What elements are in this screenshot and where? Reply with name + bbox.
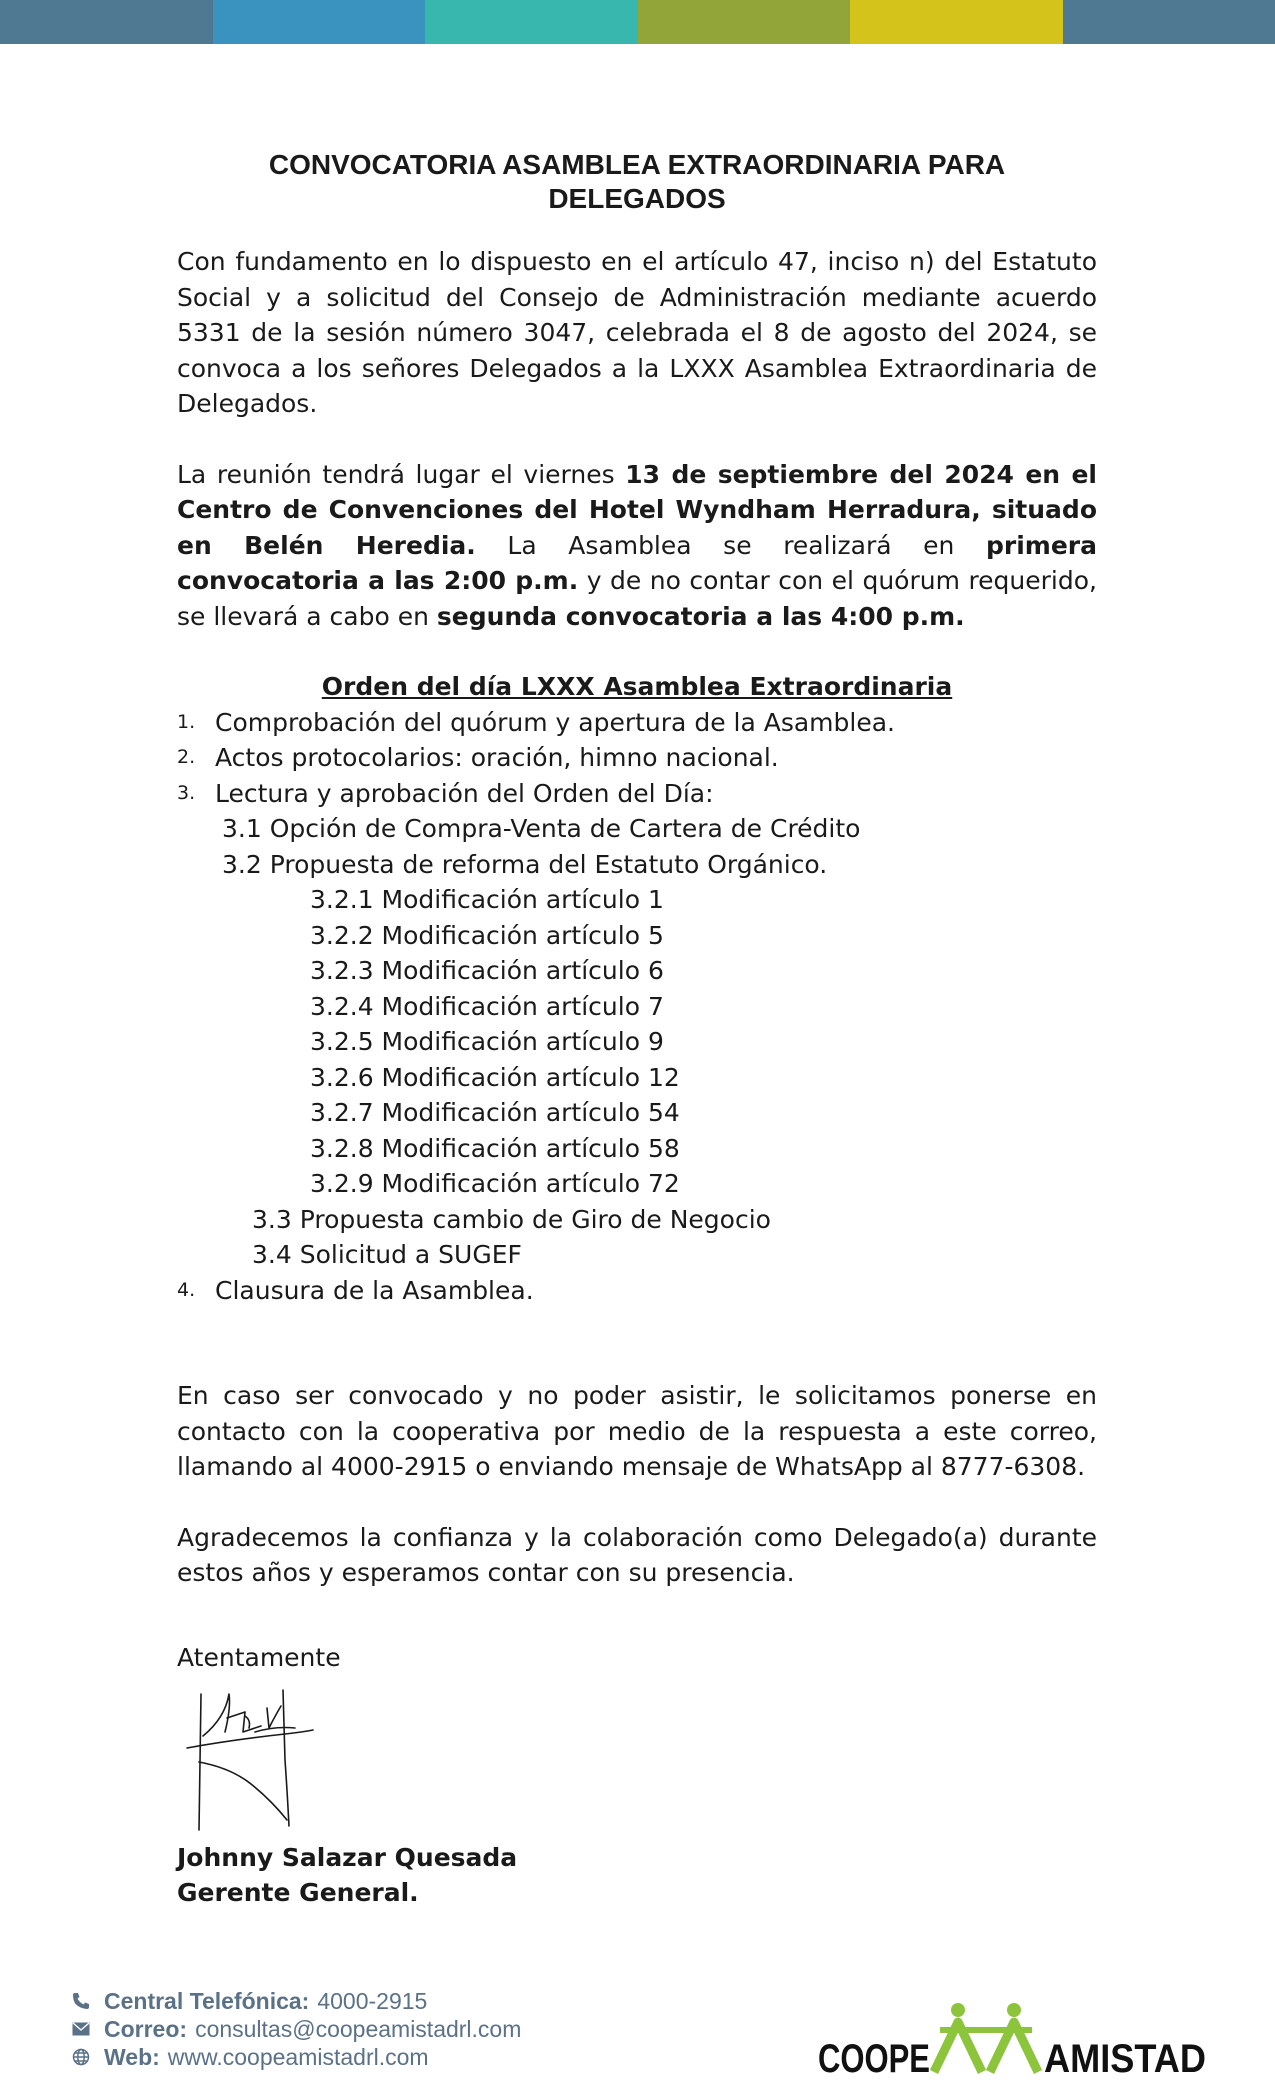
footer-web-row — [70, 2043, 521, 2071]
footer-phone-row — [70, 1987, 521, 2015]
globe-icon — [70, 2046, 92, 2068]
web-label: Web: — [104, 2044, 160, 2070]
agenda-item — [177, 1273, 1097, 1309]
agenda-subsubitem: 3.2.3 Modificación artículo 6 — [310, 956, 664, 985]
agenda-item-number: 1. — [177, 710, 196, 733]
color-segment — [638, 0, 851, 44]
color-segment — [425, 0, 638, 44]
agenda-subsubitem: 3.2.8 Modificación artículo 58 — [310, 1133, 680, 1163]
email-label: Correo: — [104, 2016, 188, 2042]
agenda-item-text: Comprobación del quórum y apertura de la Asamblea. — [215, 707, 895, 737]
agenda-item-text: Lectura y aprobación del Orden del Día: — [215, 778, 714, 808]
agenda-title: Orden del día LXXX Asamblea Extraordinaria — [321, 672, 953, 701]
logo-figures-icon — [934, 2003, 1038, 2072]
agenda-item-number: 2. — [177, 746, 196, 768]
closing-text: Atentamente — [177, 1643, 341, 1672]
logo-text-amistad: AMISTAD — [1044, 2037, 1206, 2078]
phone-icon — [70, 1990, 92, 2012]
phone-number[interactable]: 4000-2915 — [317, 1988, 428, 2014]
agenda-item — [177, 776, 1097, 812]
agenda-subsubitem: 3.2.6 Modificación artículo 12 — [310, 1062, 680, 1092]
agenda-subsubitem: 3.2.4 Modificación artículo 7 — [310, 991, 664, 1021]
footer-contact — [70, 1987, 521, 2071]
meeting-text-2: La Asamblea se realizará en — [475, 530, 986, 560]
agenda-subsubitem: 3.2.1 Modificación artículo 1 — [310, 885, 664, 914]
coopeamistad-logo — [818, 1998, 1208, 2078]
agenda-subitem: 3.3 Propuesta cambio de Giro de Negocio — [252, 1204, 771, 1234]
agenda-subsubitem: 3.2.7 Modificación artículo 54 — [310, 1098, 680, 1127]
contact-paragraph: En caso ser convocado y no poder asistir, le solicitamos ponerse en contacto con la cooperativa por medio de la respuesta a este correo, llamando al 4000-2915 o enviando mensaje de WhatsApp al 8777-6308. — [177, 1381, 1097, 1481]
web-address[interactable]: www.coopeamistadrl.com — [167, 2044, 429, 2070]
agenda-item-number: 4. — [177, 1278, 196, 1301]
agenda-item — [177, 705, 1097, 741]
second-call-time: segunda convocatoria a las 4:00 p.m. — [436, 601, 965, 631]
color-segment — [0, 0, 213, 44]
first-call-time: primera convocatoria a las 2:00 p.m. — [177, 530, 1097, 595]
intro-paragraph: Con fundamento en lo dispuesto en el artículo 47, inciso n) del Estatuto Social y a solicitud del Consejo de Administración mediante acuerdo 5331 de la sesión número 3047, celebrada el 8 de agosto del 2024, se convoca a los señores Delegados a la LXXX Asamblea Extraordinaria de Delegados. — [177, 247, 1097, 418]
mail-icon — [70, 2018, 92, 2040]
logo-text-coope: COOPE — [818, 2037, 930, 2078]
email-address[interactable]: consultas@coopeamistadrl.com — [195, 2016, 522, 2042]
color-segment — [850, 0, 1063, 44]
agenda-subitem: 3.1 Opción de Compra-Venta de Cartera de Crédito — [222, 814, 861, 843]
agenda-subitem: 3.2 Propuesta de reforma del Estatuto Orgánico. — [222, 849, 828, 879]
meeting-text-3: y de no contar con el quórum requerido, se llevará a cabo en — [177, 566, 1097, 631]
signature-image — [185, 1688, 335, 1833]
agenda-subitem: 3.4 Solicitud a SUGEF — [252, 1240, 522, 1269]
agenda-subsubitem: 3.2.9 Modificación artículo 72 — [310, 1169, 680, 1198]
agenda-subsubitem: 3.2.5 Modificación artículo 9 — [310, 1027, 664, 1056]
signer-block — [177, 1840, 517, 1910]
agenda-item-number: 3. — [177, 781, 196, 804]
footer-email-row — [70, 2015, 521, 2043]
agenda-subsubitem: 3.2.2 Modificación artículo 5 — [310, 920, 664, 950]
color-segment — [213, 0, 426, 44]
meeting-paragraph — [177, 457, 1097, 635]
phone-label: Central Telefónica: — [104, 1988, 310, 2014]
top-color-bar — [0, 0, 1275, 44]
meeting-text-1: La reunión tendrá lugar el viernes — [177, 459, 626, 489]
agenda-item-text: Clausura de la Asamblea. — [215, 1275, 534, 1305]
document-body — [177, 148, 1097, 1591]
signer-name: Johnny Salazar Quesada — [177, 1843, 518, 1872]
document-title: CONVOCATORIA ASAMBLEA EXTRAORDINARIA PARA DELEGADOS — [268, 149, 1006, 214]
closing-block — [177, 1640, 777, 1675]
signer-title: Gerente General. — [177, 1878, 419, 1907]
agenda-item — [177, 740, 1097, 776]
agenda-item-text: Actos protocolarios: oración, himno nacional. — [215, 743, 779, 772]
meeting-date-place: 13 de septiembre del 2024 en el Centro de Convenciones del Hotel Wyndham Herradura, situado en Belén Heredia. — [177, 459, 1097, 560]
thanks-paragraph: Agradecemos la confianza y la colaboración como Delegado(a) durante estos años y esperamos contar con su presencia. — [177, 1522, 1097, 1587]
color-segment — [1063, 0, 1275, 44]
